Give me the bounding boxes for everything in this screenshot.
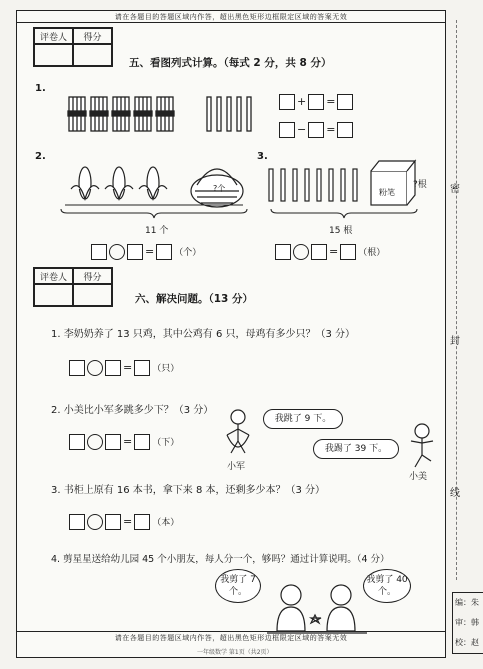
answer-box[interactable] <box>134 360 150 376</box>
q2-brace <box>59 207 249 219</box>
reviewer-label: 评卷人 <box>34 28 73 44</box>
q3-total-label: 15 根 <box>329 226 353 236</box>
section6-title: 六、解决问题。（13 分） <box>135 293 254 305</box>
q6-1-text: 1. 李奶奶养了 13 只鸡，其中公鸡有 6 只，母鸡有多少只？（3 分） <box>51 329 356 340</box>
answer-box[interactable] <box>69 360 85 376</box>
q6-4-text: 4. 剪星星送给幼儿园 45 个小朋友，每人分一个，够吗？通过计算说明。（4 分） <box>51 554 390 565</box>
child2-speech-bubble: 我剪了 40 个。 <box>363 569 411 603</box>
header-notice: 请在各题目的答题区域内作答，超出黑色矩形边框限定区域的答案无效 <box>17 12 445 23</box>
reviewer-row: 审：韩 <box>455 618 479 627</box>
q6-2-equation: = （下） <box>69 431 179 450</box>
answer-box[interactable] <box>337 94 353 110</box>
answer-box[interactable] <box>311 244 327 260</box>
reviewer-cell[interactable] <box>34 44 73 66</box>
child1-speech-bubble: 我剪了 7 个。 <box>215 569 261 603</box>
seal-char-2: 封 <box>450 336 460 347</box>
score-label: 得分 <box>73 28 112 44</box>
answer-box[interactable] <box>275 244 291 260</box>
xiaojun-figure <box>221 407 255 457</box>
editor-credits-box <box>452 592 483 654</box>
chalk-box-label: 粉笔 <box>379 188 395 197</box>
answer-box[interactable] <box>134 434 150 450</box>
score-label: 得分 <box>73 268 112 284</box>
q2-number: 2. <box>35 151 46 162</box>
footer-notice: 请在各题目的答题区域内作答，超出黑色矩形边框限定区域的答案无效 <box>17 631 445 643</box>
operator-circle[interactable] <box>87 514 103 530</box>
answer-box[interactable] <box>340 244 356 260</box>
reviewer-cell[interactable] <box>34 284 73 306</box>
proofreader-row: 校：赵 <box>455 638 479 647</box>
score-table-section6 <box>33 267 113 307</box>
answer-box[interactable] <box>337 122 353 138</box>
score-cell[interactable] <box>73 44 112 66</box>
section5-title: 五、看图列式计算。（每式 2 分，共 8 分） <box>129 57 332 69</box>
q1-equation-add: + = <box>279 91 353 110</box>
bag-unknown-label: ?个 <box>213 184 226 193</box>
answer-box[interactable] <box>134 514 150 530</box>
chalk-sticks-image <box>267 161 417 211</box>
seal-char-1: 密 <box>450 184 460 195</box>
xiaomei-speech-bubble: 我踢了 39 下。 <box>313 439 399 459</box>
q6-2-text: 2. 小美比小军多跳多少下？（3 分） <box>51 405 214 416</box>
operator-circle[interactable] <box>87 360 103 376</box>
exam-sheet <box>16 10 446 658</box>
chalk-unknown-label: ?根 <box>413 180 427 190</box>
q6-3-equation: = （本） <box>69 511 179 530</box>
q2-equation: = （个） <box>91 241 201 260</box>
q6-1-unit: （只） <box>152 364 180 374</box>
q3-number: 3. <box>257 151 268 162</box>
score-table-section5 <box>33 27 113 67</box>
xiaomei-figure <box>405 421 439 469</box>
q3-brace <box>269 207 419 219</box>
q6-3-unit: （本） <box>152 518 180 528</box>
answer-box[interactable] <box>308 122 324 138</box>
answer-box[interactable] <box>279 94 295 110</box>
children-cutting-stars-image <box>267 583 367 635</box>
answer-box[interactable] <box>308 94 324 110</box>
answer-box[interactable] <box>156 244 172 260</box>
reviewer-label: 评卷人 <box>34 268 73 284</box>
q1-equation-subtract: − = <box>279 119 353 138</box>
answer-box[interactable] <box>91 244 107 260</box>
answer-box[interactable] <box>69 514 85 530</box>
q6-1-equation: = （只） <box>69 357 179 376</box>
operator-circle[interactable] <box>87 434 103 450</box>
q3-unit: （根） <box>358 248 386 258</box>
q1-number: 1. <box>35 83 46 94</box>
xiaojun-name: 小军 <box>227 462 246 472</box>
seal-char-3: 线 <box>450 488 460 499</box>
operator-circle[interactable] <box>109 244 125 260</box>
single-sticks-image <box>205 95 265 135</box>
answer-box[interactable] <box>105 360 121 376</box>
q6-2-unit: （下） <box>152 438 180 448</box>
xiaomei-name: 小美 <box>409 472 428 482</box>
xiaojun-speech-bubble: 我跳了 9 下。 <box>263 409 343 429</box>
q3-equation: = （根） <box>275 241 385 260</box>
operator-circle[interactable] <box>293 244 309 260</box>
answer-box[interactable] <box>105 514 121 530</box>
page-footer: 一年级数学 第1页（共2页） <box>197 649 273 656</box>
q6-3-text: 3. 书柜上原有 16 本书，拿下来 8 本，还剩多少本？（3 分） <box>51 485 326 496</box>
answer-box[interactable] <box>127 244 143 260</box>
q2-total-label: 11 个 <box>145 226 169 236</box>
answer-box[interactable] <box>279 122 295 138</box>
answer-box[interactable] <box>105 434 121 450</box>
score-cell[interactable] <box>73 284 112 306</box>
q2-unit: （个） <box>174 248 202 258</box>
stick-bundles-image <box>67 95 187 135</box>
editor-row: 编：朱 <box>455 598 479 607</box>
answer-box[interactable] <box>69 434 85 450</box>
